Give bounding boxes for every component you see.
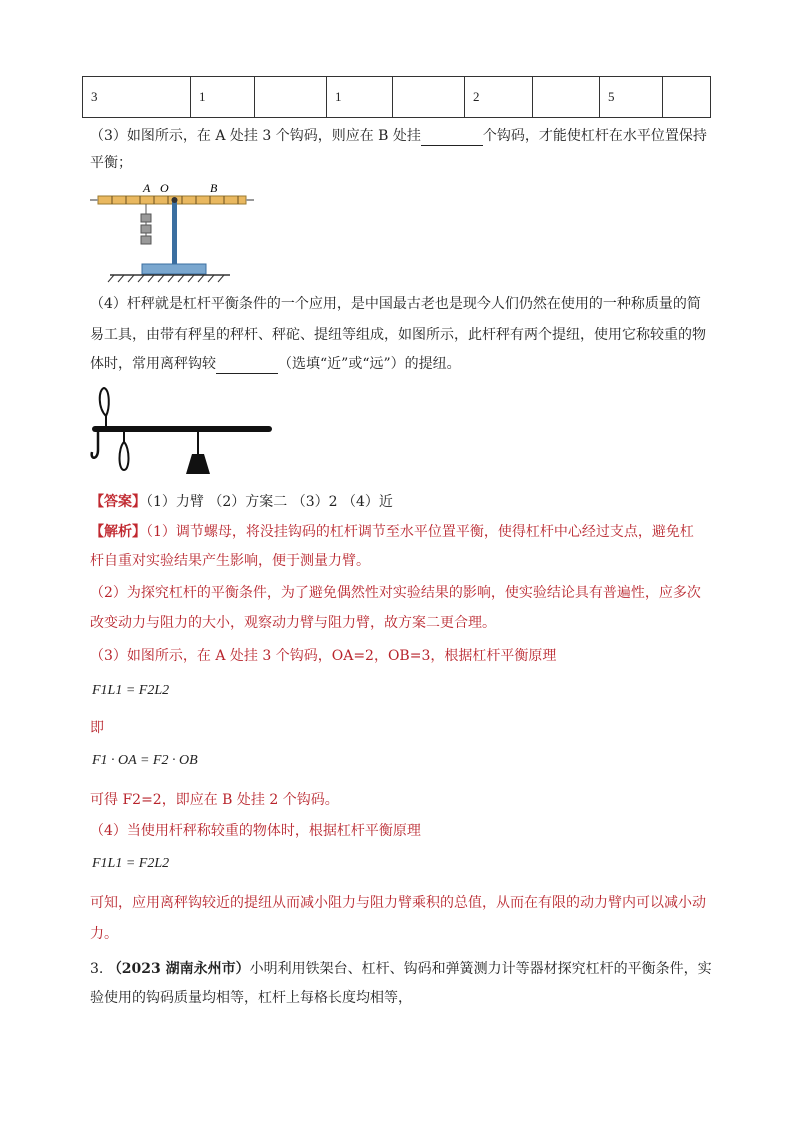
- analysis-p4-end: 可知，应用离秤钩较近的提纽从而减小阻力与阻力臂乘积的总值，从而在有限的动力臂内可以减小动: [90, 895, 706, 911]
- label-O: O: [160, 181, 169, 195]
- analysis-p1-cont: 杆自重对实验结果产生影响，便于测量力臂。: [90, 553, 370, 569]
- question-3: 3. （2023 湖南永州市）小明利用铁架台、杠杆、钩码和弹簧测力计等器材探究杠杆的平衡条件，实: [90, 961, 712, 977]
- table-cell: [663, 77, 711, 118]
- q3-text-2: 平衡；: [90, 155, 132, 171]
- analysis-p3: （3）如图所示，在 A 处挂 3 个钩码，OA=2，OB=3，根据杠杆平衡原理: [90, 648, 557, 664]
- table-cell: [533, 77, 600, 118]
- data-table: [82, 76, 711, 118]
- formula-balance-2: F1L1 = F2L2: [92, 856, 170, 871]
- answer-blank: [421, 129, 483, 146]
- formula-oa-ob: F1 · OA = F2 · OB: [92, 753, 198, 768]
- formula-balance: F1L1 = F2L2: [92, 683, 170, 698]
- q4-text-2: 易工具，由带有秤星的秤杆、秤砣、提纽等组成，如图所示，此杆秤有两个提纽，使用它称较重的物: [90, 327, 706, 343]
- lever-figure: [90, 178, 270, 284]
- answer-line: 【答案】（1）力臂 （2）方案二 （3）2 （4）近: [90, 494, 393, 510]
- q4-text-1: （4）杆秤就是杠杆平衡条件的一个应用，是中国最古老也是现今人们仍然在使用的一种称质量的简: [90, 296, 701, 312]
- table-cell: 1: [327, 77, 393, 118]
- answer-blank: [216, 357, 278, 374]
- analysis-p2-cont: 改变动力与阻力的大小，观察动力臂与阻力臂，故方案二更合理。: [90, 615, 496, 631]
- analysis-p3-result: 可得 F2=2，即应在 B 处挂 2 个钩码。: [90, 792, 339, 808]
- label-B: B: [210, 181, 218, 195]
- analysis-p2: （2）为探究杠杆的平衡条件，为了避免偶然性对实验结果的影响，使实验结论具有普遍性，应多次: [90, 585, 701, 601]
- table-cell: 2: [465, 77, 533, 118]
- analysis-ji: 即: [90, 720, 104, 736]
- steelyard-figure: [88, 386, 278, 478]
- analysis-p1: 【解析】（1）调节螺母，将没挂钩码的杠杆调节至水平位置平衡，使得杠杆中心经过支点，避免杠: [90, 524, 694, 540]
- q4-text-3: 体时，常用离秤钩较 （选填“近”或“远”）的提纽。: [90, 356, 461, 372]
- table-cell: 3: [83, 77, 191, 118]
- q3-text: （3）如图所示，在 A 处挂 3 个钩码，则应在 B 处挂 个钩码，才能使杠杆在水平位置保持: [90, 128, 707, 144]
- label-A: A: [143, 181, 151, 195]
- table-cell: 5: [600, 77, 663, 118]
- analysis-p4: （4）当使用杆秤称较重的物体时，根据杠杆平衡原理: [90, 823, 421, 839]
- table-cell: 1: [191, 77, 255, 118]
- analysis-p4-end-cont: 力。: [90, 926, 118, 942]
- question-3-cont: 验使用的钩码质量均相等，杠杆上每格长度均相等，: [90, 990, 412, 1006]
- table-cell: [393, 77, 465, 118]
- table-cell: [255, 77, 327, 118]
- table-row: [83, 77, 711, 118]
